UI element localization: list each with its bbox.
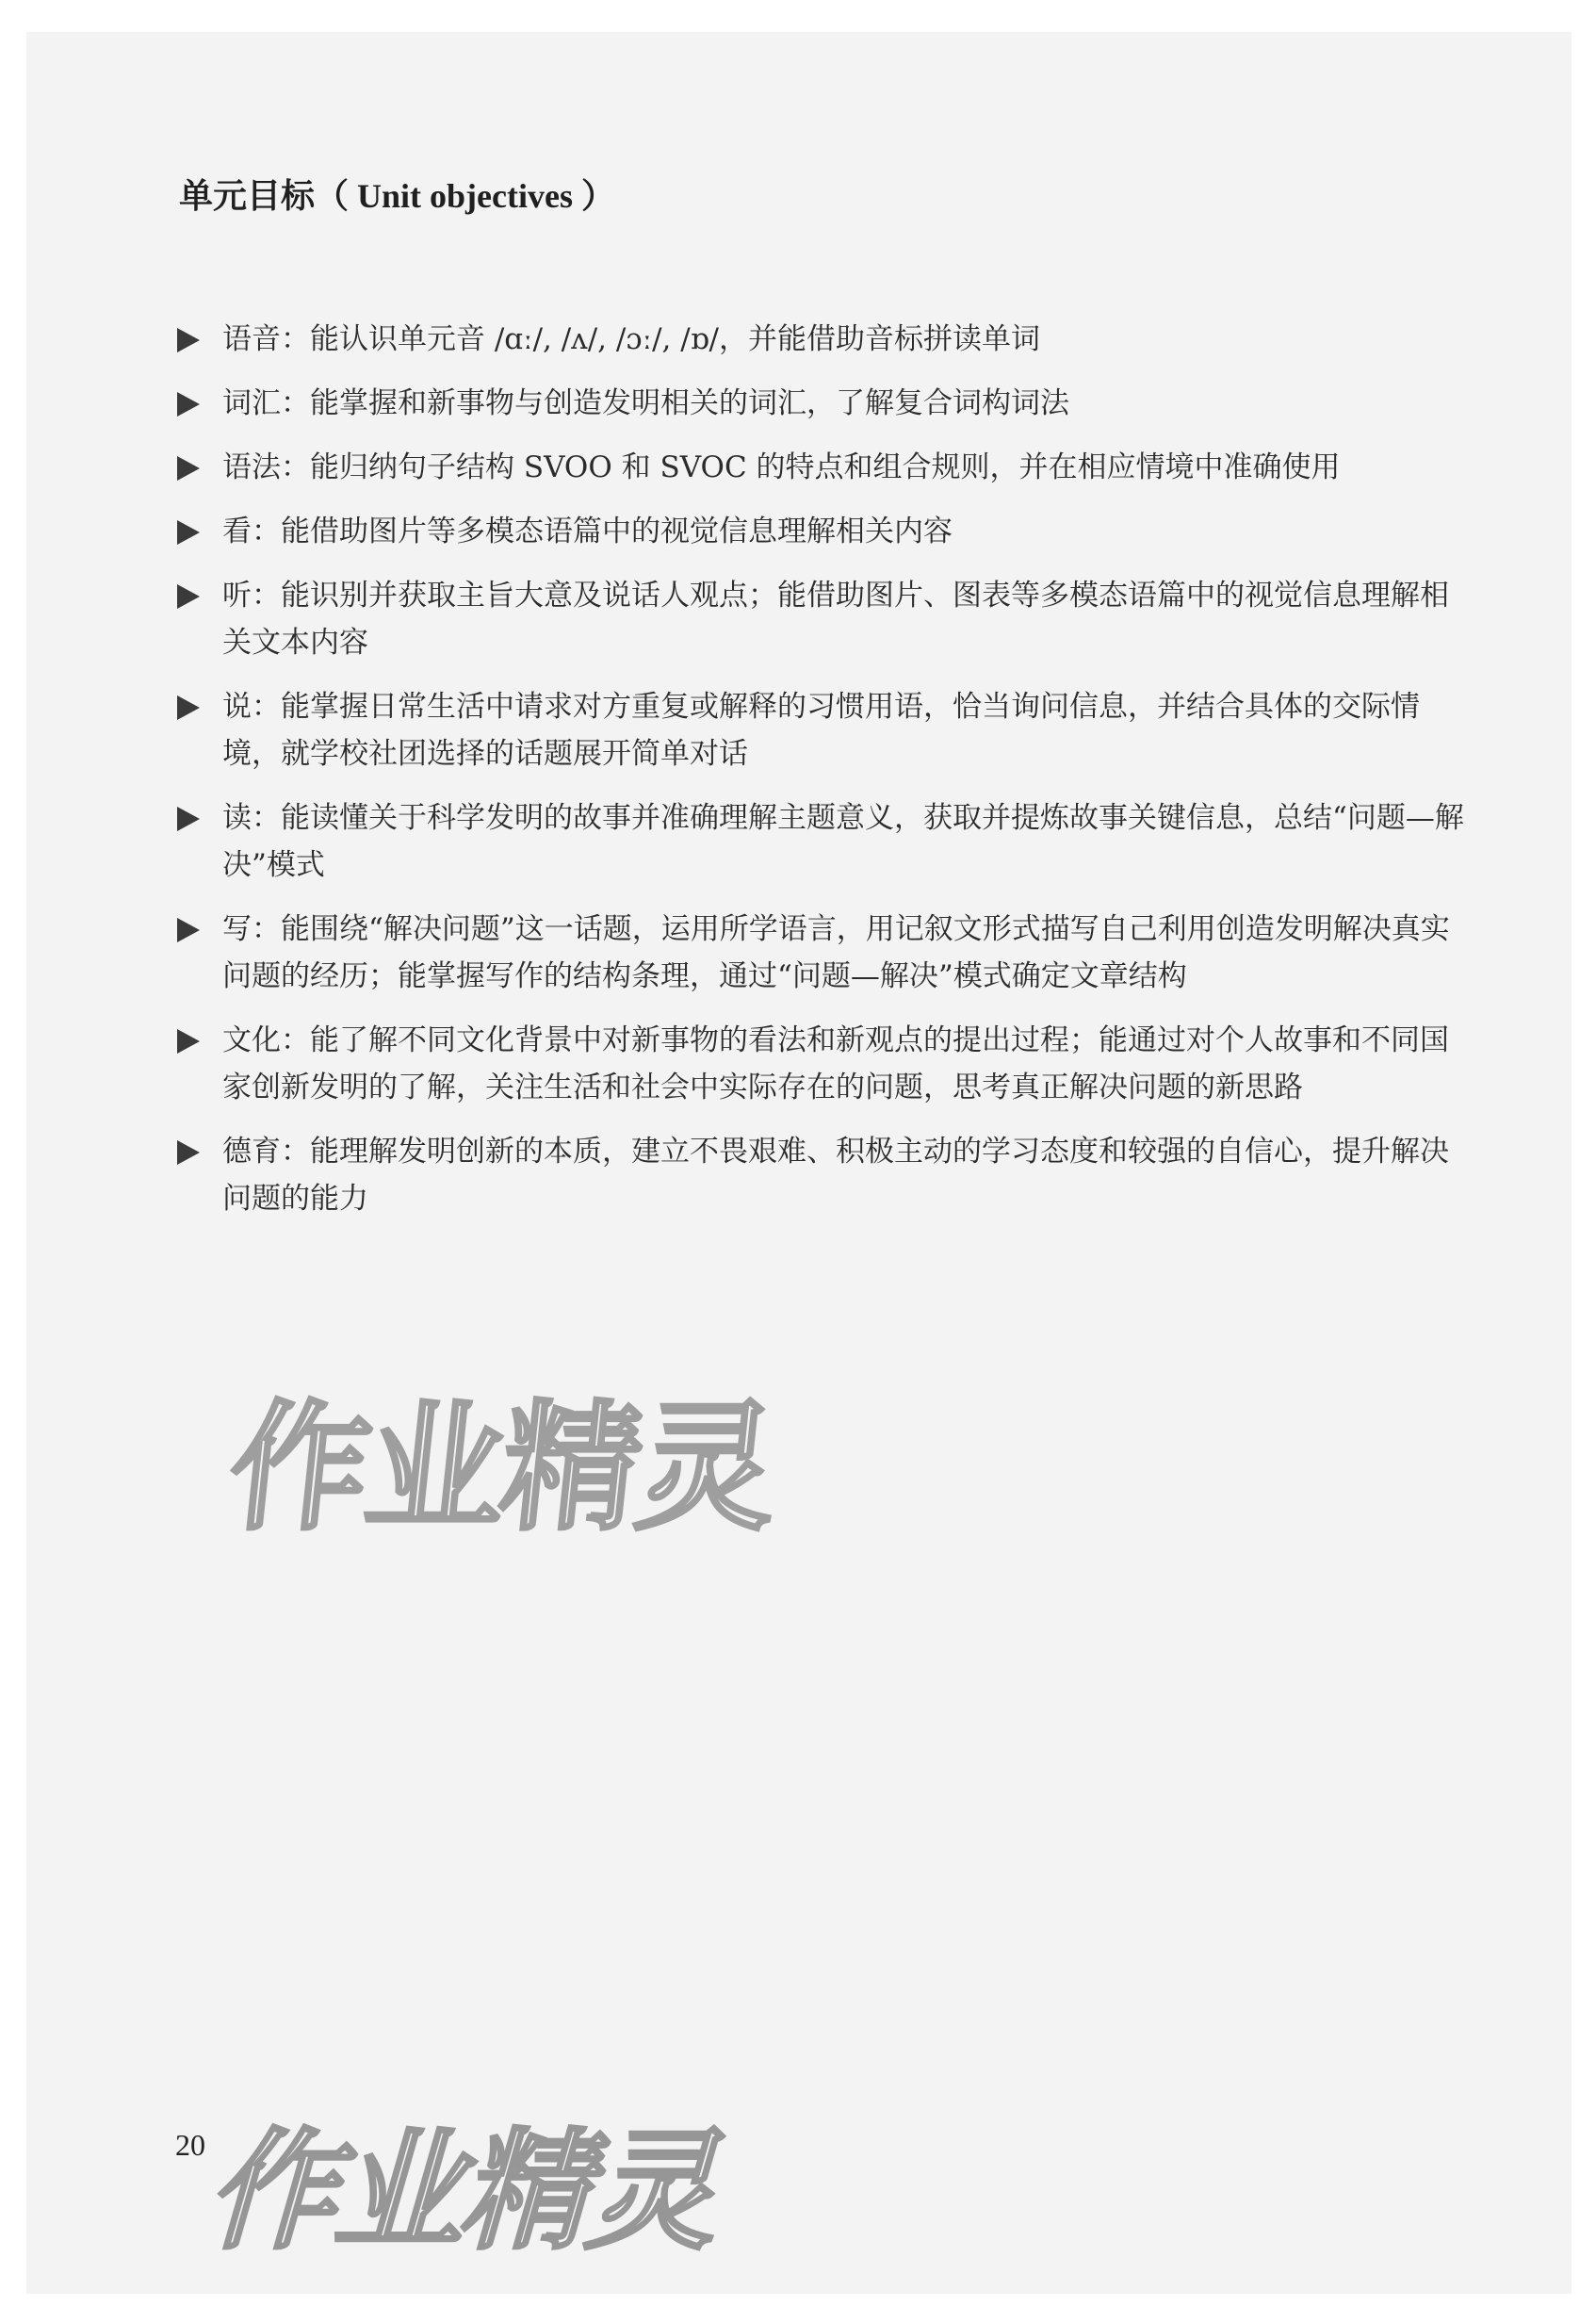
objective-label: 德育 xyxy=(222,1135,281,1169)
triangle-bullet-icon xyxy=(177,328,200,352)
triangle-bullet-icon xyxy=(177,1140,200,1165)
page-title xyxy=(179,170,615,218)
objective-text: ：能识别并获取主旨大意及说话人观点；能借助图片、图表等多模态语篇中的视觉信息理解相关文本内容 xyxy=(222,579,1449,660)
objective-text: ：能读懂关于科学发明的故事并准确理解主题意义，获取并提炼故事关键信息，总结“问题—解决”模式 xyxy=(222,801,1464,882)
objective-label: 词汇 xyxy=(222,386,281,420)
objective-text: ：能认识单元音 /ɑː/, /ʌ/, /ɔː/, /ɒ/，并能借助音标拼读单词 xyxy=(281,322,1040,356)
objective-text: ：能掌握日常生活中请求对方重复或解释的习惯用语，恰当询问信息，并结合具体的交际情境，就学校社团选择的话题展开简单对话 xyxy=(222,690,1420,771)
objective-text: ：能理解发明创新的本质，建立不畏艰难、积极主动的学习态度和较强的自信心，提升解决问题的能力 xyxy=(222,1135,1449,1216)
watermark-logo: 作业精灵 xyxy=(221,1387,782,1549)
objective-writing xyxy=(175,906,1475,1000)
objective-label: 说 xyxy=(222,690,252,724)
objective-vocabulary xyxy=(175,380,1475,427)
objective-label: 文化 xyxy=(222,1023,281,1057)
triangle-bullet-icon xyxy=(177,1029,200,1054)
objective-reading xyxy=(175,794,1475,889)
triangle-bullet-icon xyxy=(177,392,200,417)
objective-text: ：能围绕“解决问题”这一话题，运用所学语言，用记叙文形式描写自己利用创造发明解决真实问题的经历；能掌握写作的结构条理，通过“问题—解决”模式确定文章结构 xyxy=(222,912,1450,993)
objectives-list xyxy=(175,316,1475,1239)
objective-label: 语音 xyxy=(222,322,281,356)
title-english: （ Unit objectives ） xyxy=(315,177,615,215)
objective-label: 语法 xyxy=(222,450,281,484)
objective-speaking xyxy=(175,683,1475,777)
objective-listening xyxy=(175,572,1475,666)
objective-culture xyxy=(175,1017,1475,1111)
triangle-bullet-icon xyxy=(177,456,200,481)
objective-phonetics xyxy=(175,316,1475,363)
objective-grammar xyxy=(175,444,1475,491)
page-number: 20 xyxy=(175,2128,205,2162)
objective-text: ：能归纳句子结构 SVOO 和 SVOC 的特点和组合规则，并在相应情境中准确使用 xyxy=(281,450,1341,484)
triangle-bullet-icon xyxy=(177,520,200,545)
objective-label: 读 xyxy=(222,801,252,835)
title-chinese: 单元目标 xyxy=(179,177,316,216)
objective-label: 听 xyxy=(222,579,252,613)
triangle-bullet-icon xyxy=(177,918,200,942)
watermark-logo-footer: 作业精灵 xyxy=(196,2116,745,2267)
objective-label: 看 xyxy=(222,515,252,548)
objective-viewing xyxy=(175,508,1475,555)
objective-text: ：能掌握和新事物与创造发明相关的词汇，了解复合词构词法 xyxy=(281,386,1069,420)
triangle-bullet-icon xyxy=(177,807,200,831)
objective-moral-education xyxy=(175,1128,1475,1222)
objective-text: ：能了解不同文化背景中对新事物的看法和新观点的提出过程；能通过对个人故事和不同国家创新发明的了解，关注生活和社会中实际存在的问题，思考真正解决问题的新思路 xyxy=(222,1023,1449,1104)
objective-text: ：能借助图片等多模态语篇中的视觉信息理解相关内容 xyxy=(252,515,953,548)
triangle-bullet-icon xyxy=(177,695,200,720)
objective-label: 写 xyxy=(222,912,252,946)
triangle-bullet-icon xyxy=(177,584,200,609)
